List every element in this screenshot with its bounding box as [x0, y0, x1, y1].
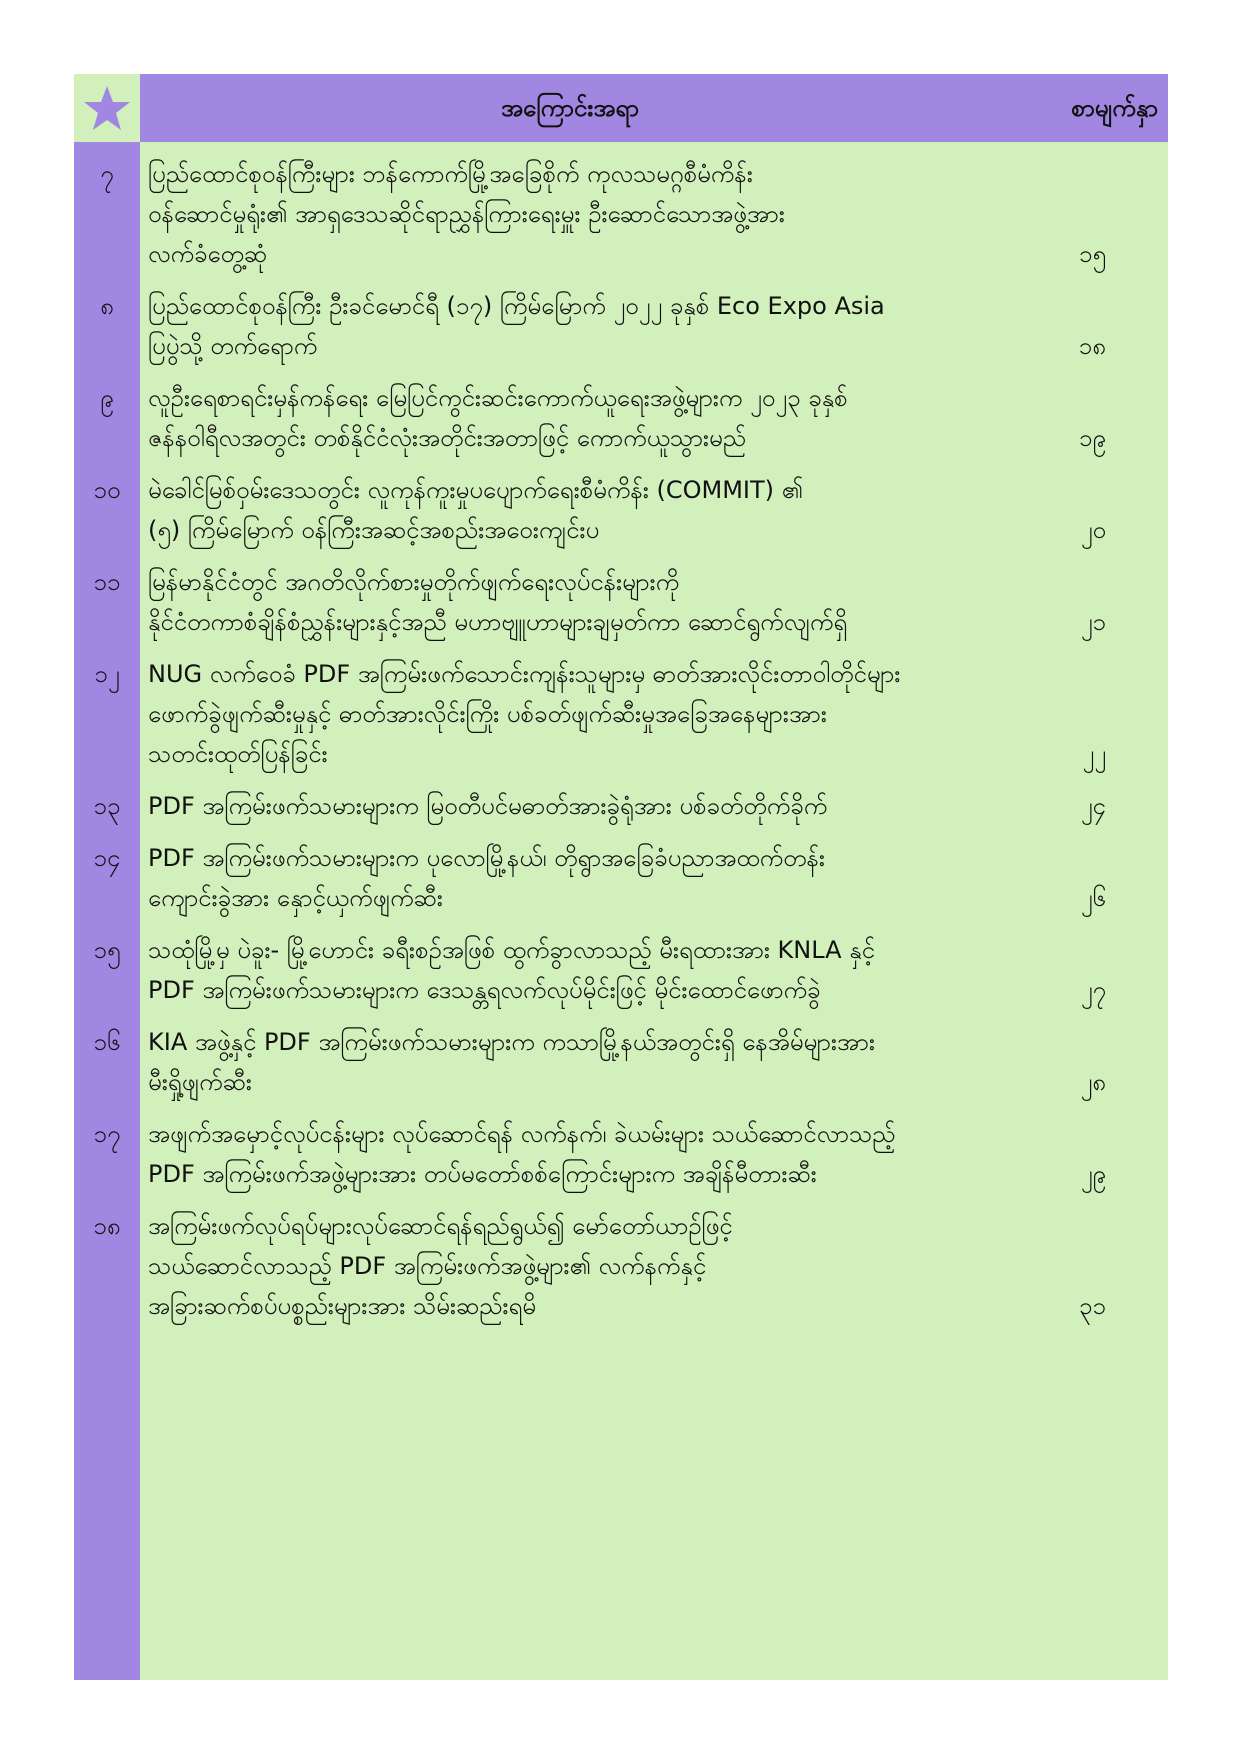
- entry-title-line: KIA အဖွဲ့နှင့် PDF အကြမ်းဖက်သမားများက ကသာမြို့နယ်အတွင်းရှိ နေအိမ်များအား: [148, 1028, 875, 1056]
- entry-number: ၁၁: [93, 568, 121, 596]
- entry-title-line: သယ်ဆောင်လာသည့် PDF အကြမ်းဖက်အဖွဲ့များ၏ လက်နက်နှင့်: [148, 1252, 707, 1280]
- entry-title-line: မီးရှို့ဖျက်ဆီး: [148, 1068, 252, 1096]
- entry-title-line: သတင်းထုတ်ပြန်ခြင်း: [148, 740, 328, 768]
- entry-title: [148, 470, 1038, 550]
- entry-title-line: PDF အကြမ်းဖက်သမားများက ပုလောမြို့နယ်၊ တိုရွာအခြေခံပညာအထက်တန်း: [148, 844, 826, 872]
- entry-title: [148, 378, 1038, 458]
- entry-title: [148, 838, 1038, 918]
- entry-page-number: ၁၉: [1079, 424, 1106, 452]
- entry-title: [148, 562, 1038, 642]
- toc-entry: [74, 654, 1168, 774]
- entry-page-number: ၁၈: [1078, 332, 1106, 360]
- entry-title-line: PDF အကြမ်းဖက်အဖွဲ့များအား တပ်မတော်စစ်ကြောင်းများက အချိန်မီတားဆီး: [148, 1160, 817, 1188]
- entry-number: ၁၈: [93, 1212, 121, 1240]
- table-of-contents: [74, 74, 1168, 1680]
- entry-title-line: လက်ခံတွေ့ဆုံ: [148, 240, 268, 268]
- entry-page-number: ၂၁: [1080, 608, 1106, 636]
- entry-title-line: ပြပွဲသို့ တက်ရောက်: [148, 332, 318, 360]
- entry-page-number: ၂၆: [1080, 884, 1106, 912]
- entry-title: [148, 1022, 1038, 1102]
- entry-title-line: အခြားဆက်စပ်ပစ္စည်းများအား သိမ်းဆည်းရမိ: [148, 1292, 536, 1320]
- entry-title-line: နိုင်ငံတကာစံချိန်စံညွှန်းများနှင့်အညီ မဟာဗျူဟာများချမှတ်ကာ ဆောင်ရွက်လျက်ရှိ: [148, 608, 848, 636]
- entry-page-number: ၂၀: [1080, 516, 1106, 544]
- entry-title-line: အကြမ်းဖက်လုပ်ရပ်များလုပ်ဆောင်ရန်ရည်ရွယ်၍ မော်တော်ယာဉ်ဖြင့်: [148, 1212, 733, 1240]
- entry-title-line: ပြည်ထောင်စုဝန်ကြီး ဦးခင်မောင်ရီ (၁၇) ကြိမ်မြောက် ၂၀၂၂ ခုနှစ် Eco Expo Asia: [148, 292, 885, 320]
- entry-number: ၁၆: [93, 1028, 121, 1056]
- entry-page-number: ၂၇: [1080, 976, 1106, 1004]
- toc-entry: [74, 286, 1168, 366]
- entry-title-line: အဖျက်အမှောင့်လုပ်ငန်းများ လုပ်ဆောင်ရန် လက်နက်၊ ခဲယမ်းများ သယ်ဆောင်လာသည့်: [148, 1120, 896, 1148]
- toc-entry: [74, 378, 1168, 458]
- entry-title-line: ဇန်နဝါရီလအတွင်း တစ်နိုင်ငံလုံးအတိုင်းအတာဖြင့် ကောက်ယူသွားမည်: [148, 424, 746, 452]
- entry-page-number: ၂၉: [1080, 1160, 1106, 1188]
- star-icon: [82, 83, 132, 133]
- entry-title-line: ဝန်ဆောင်မှုရုံး၏ အာရှဒေသဆိုင်ရာညွှန်ကြားရေးမှူး ဦးဆောင်သောအဖွဲ့အား: [148, 200, 785, 228]
- toc-entry: [74, 1206, 1168, 1326]
- entry-number: ၇: [100, 160, 114, 188]
- entry-number: ၈: [100, 292, 114, 320]
- entry-page-number: ၁၅: [1079, 240, 1106, 268]
- entry-title: [148, 1206, 1038, 1326]
- entry-title-line: လူဦးရေစာရင်းမှန်ကန်ရေး မြေပြင်ကွင်းဆင်းကောက်ယူရေးအဖွဲ့များက ၂၀၂၃ ခုနှစ်: [148, 384, 848, 412]
- entry-page-number: ၂၈: [1080, 1068, 1106, 1096]
- header-title: အကြောင်းအရာ: [501, 94, 639, 122]
- entry-title-line: ပြည်ထောင်စုဝန်ကြီးများ ဘန်ကောက်မြို့အခြေစိုက် ကုလသမဂ္ဂစီမံကိန်း: [148, 160, 753, 188]
- entry-title-line: သထုံမြို့မှ ပဲခူး- မြို့ဟောင်း ခရီးစဉ်အဖြစ် ထွက်ခွာလာသည့် မီးရထားအား KNLA နှင့်: [148, 936, 875, 964]
- toc-entry: [74, 838, 1168, 918]
- toc-entry: [74, 1114, 1168, 1194]
- entry-page-number: ၃၁: [1079, 1292, 1106, 1320]
- toc-entry: [74, 786, 1168, 826]
- entry-number: ၁၃: [93, 792, 121, 820]
- entry-title-line: PDF အကြမ်းဖက်သမားများက မြဝတီပင်မဓာတ်အားခွဲရုံအား ပစ်ခတ်တိုက်ခိုက်: [148, 792, 828, 820]
- entry-title-line: PDF အကြမ်းဖက်သမားများက ဒေသန္တရလက်လုပ်မိုင်းဖြင့် မိုင်းထောင်ဖောက်ခွဲ: [148, 976, 821, 1004]
- toc-entry: [74, 1022, 1168, 1102]
- entry-title: [148, 654, 1038, 774]
- entry-page-number: ၂၂: [1082, 740, 1106, 768]
- entry-title-line: မြန်မာနိုင်ငံတွင် အဂတိလိုက်စားမှုတိုက်ဖျက်ရေးလုပ်ငန်းများကို: [148, 568, 680, 596]
- entry-title: [148, 286, 1038, 366]
- entry-number: ၁၅: [93, 936, 121, 964]
- entry-number: ၉: [100, 384, 114, 412]
- entry-number: ၁၂: [94, 660, 120, 688]
- header-page-label: စာမျက်နှာ: [1071, 94, 1158, 122]
- toc-entry: [74, 470, 1168, 550]
- entry-title: [148, 930, 1038, 1010]
- toc-entry: [74, 930, 1168, 1010]
- entry-title-line: မဲခေါင်မြစ်ဝှမ်းဒေသတွင်း လူကုန်ကူးမှုပပျောက်ရေးစီမံကိန်း (COMMIT) ၏: [148, 476, 804, 504]
- entry-number: ၁၇: [93, 1120, 121, 1148]
- entry-title: [148, 154, 1038, 274]
- entry-title-line: NUG လက်ဝေခံ PDF အကြမ်းဖက်သောင်းကျန်းသူများမှ ဓာတ်အားလိုင်းတာဝါတိုင်များ: [148, 660, 901, 688]
- entry-page-number: ၂၄: [1080, 792, 1106, 820]
- toc-header: [74, 74, 1168, 142]
- entry-number: ၁၄: [93, 844, 121, 872]
- entry-title-line: ကျောင်းခွဲအား နှောင့်ယှက်ဖျက်ဆီး: [148, 884, 443, 912]
- entry-title: [148, 786, 1038, 826]
- entry-title-line: ဖောက်ခွဲဖျက်ဆီးမှုနှင့် ဓာတ်အားလိုင်းကြိုး ပစ်ခတ်ဖျက်ဆီးမှုအခြေအနေများအား: [148, 700, 827, 728]
- toc-entry: [74, 562, 1168, 642]
- toc-entry: [74, 154, 1168, 274]
- entry-title: [148, 1114, 1038, 1194]
- entry-title-line: (၅) ကြိမ်မြောက် ဝန်ကြီးအဆင့်အစည်းအဝေးကျင်းပ: [148, 516, 600, 544]
- entry-number: ၁၀: [93, 476, 121, 504]
- star-cell: [74, 74, 140, 142]
